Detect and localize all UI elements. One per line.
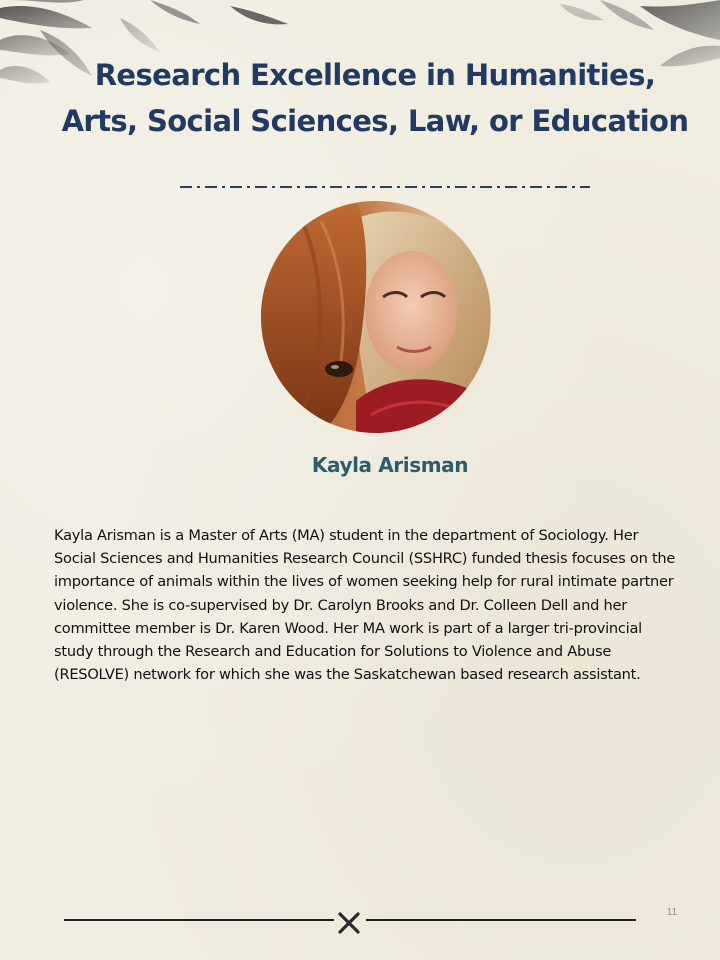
footer-rule-right [366,919,636,921]
title-divider [180,185,590,189]
x-mark-icon [336,910,362,936]
footer-rule-left [64,919,334,921]
recipient-name: Kayla Arisman [311,453,469,477]
recipient-photo [261,201,491,433]
page-number: 11 [666,907,678,918]
recipient-bio: Kayla Arisman is a Master of Arts (MA) student in the department of Sociology. Her Social Sciences and Humanities Research Council (SSHRC) funded thesis focuses on the importance of animals within the lives of women seeking help for rural intimate partner violence. She is co-supervised by Dr. Carolyn Brooks and Dr. Colleen Dell and her committee member is Dr. Karen Wood. Her MA work is part of a larger tri-provincial study through the Research and Education for Solutions to Violence and Abuse (RESOLVE) network for which she was the Saskatchewan based research assistant. [54,527,676,684]
page-title: Research Excellence in Humanities, Arts, Social Sciences, Law, or Education [61,58,689,138]
